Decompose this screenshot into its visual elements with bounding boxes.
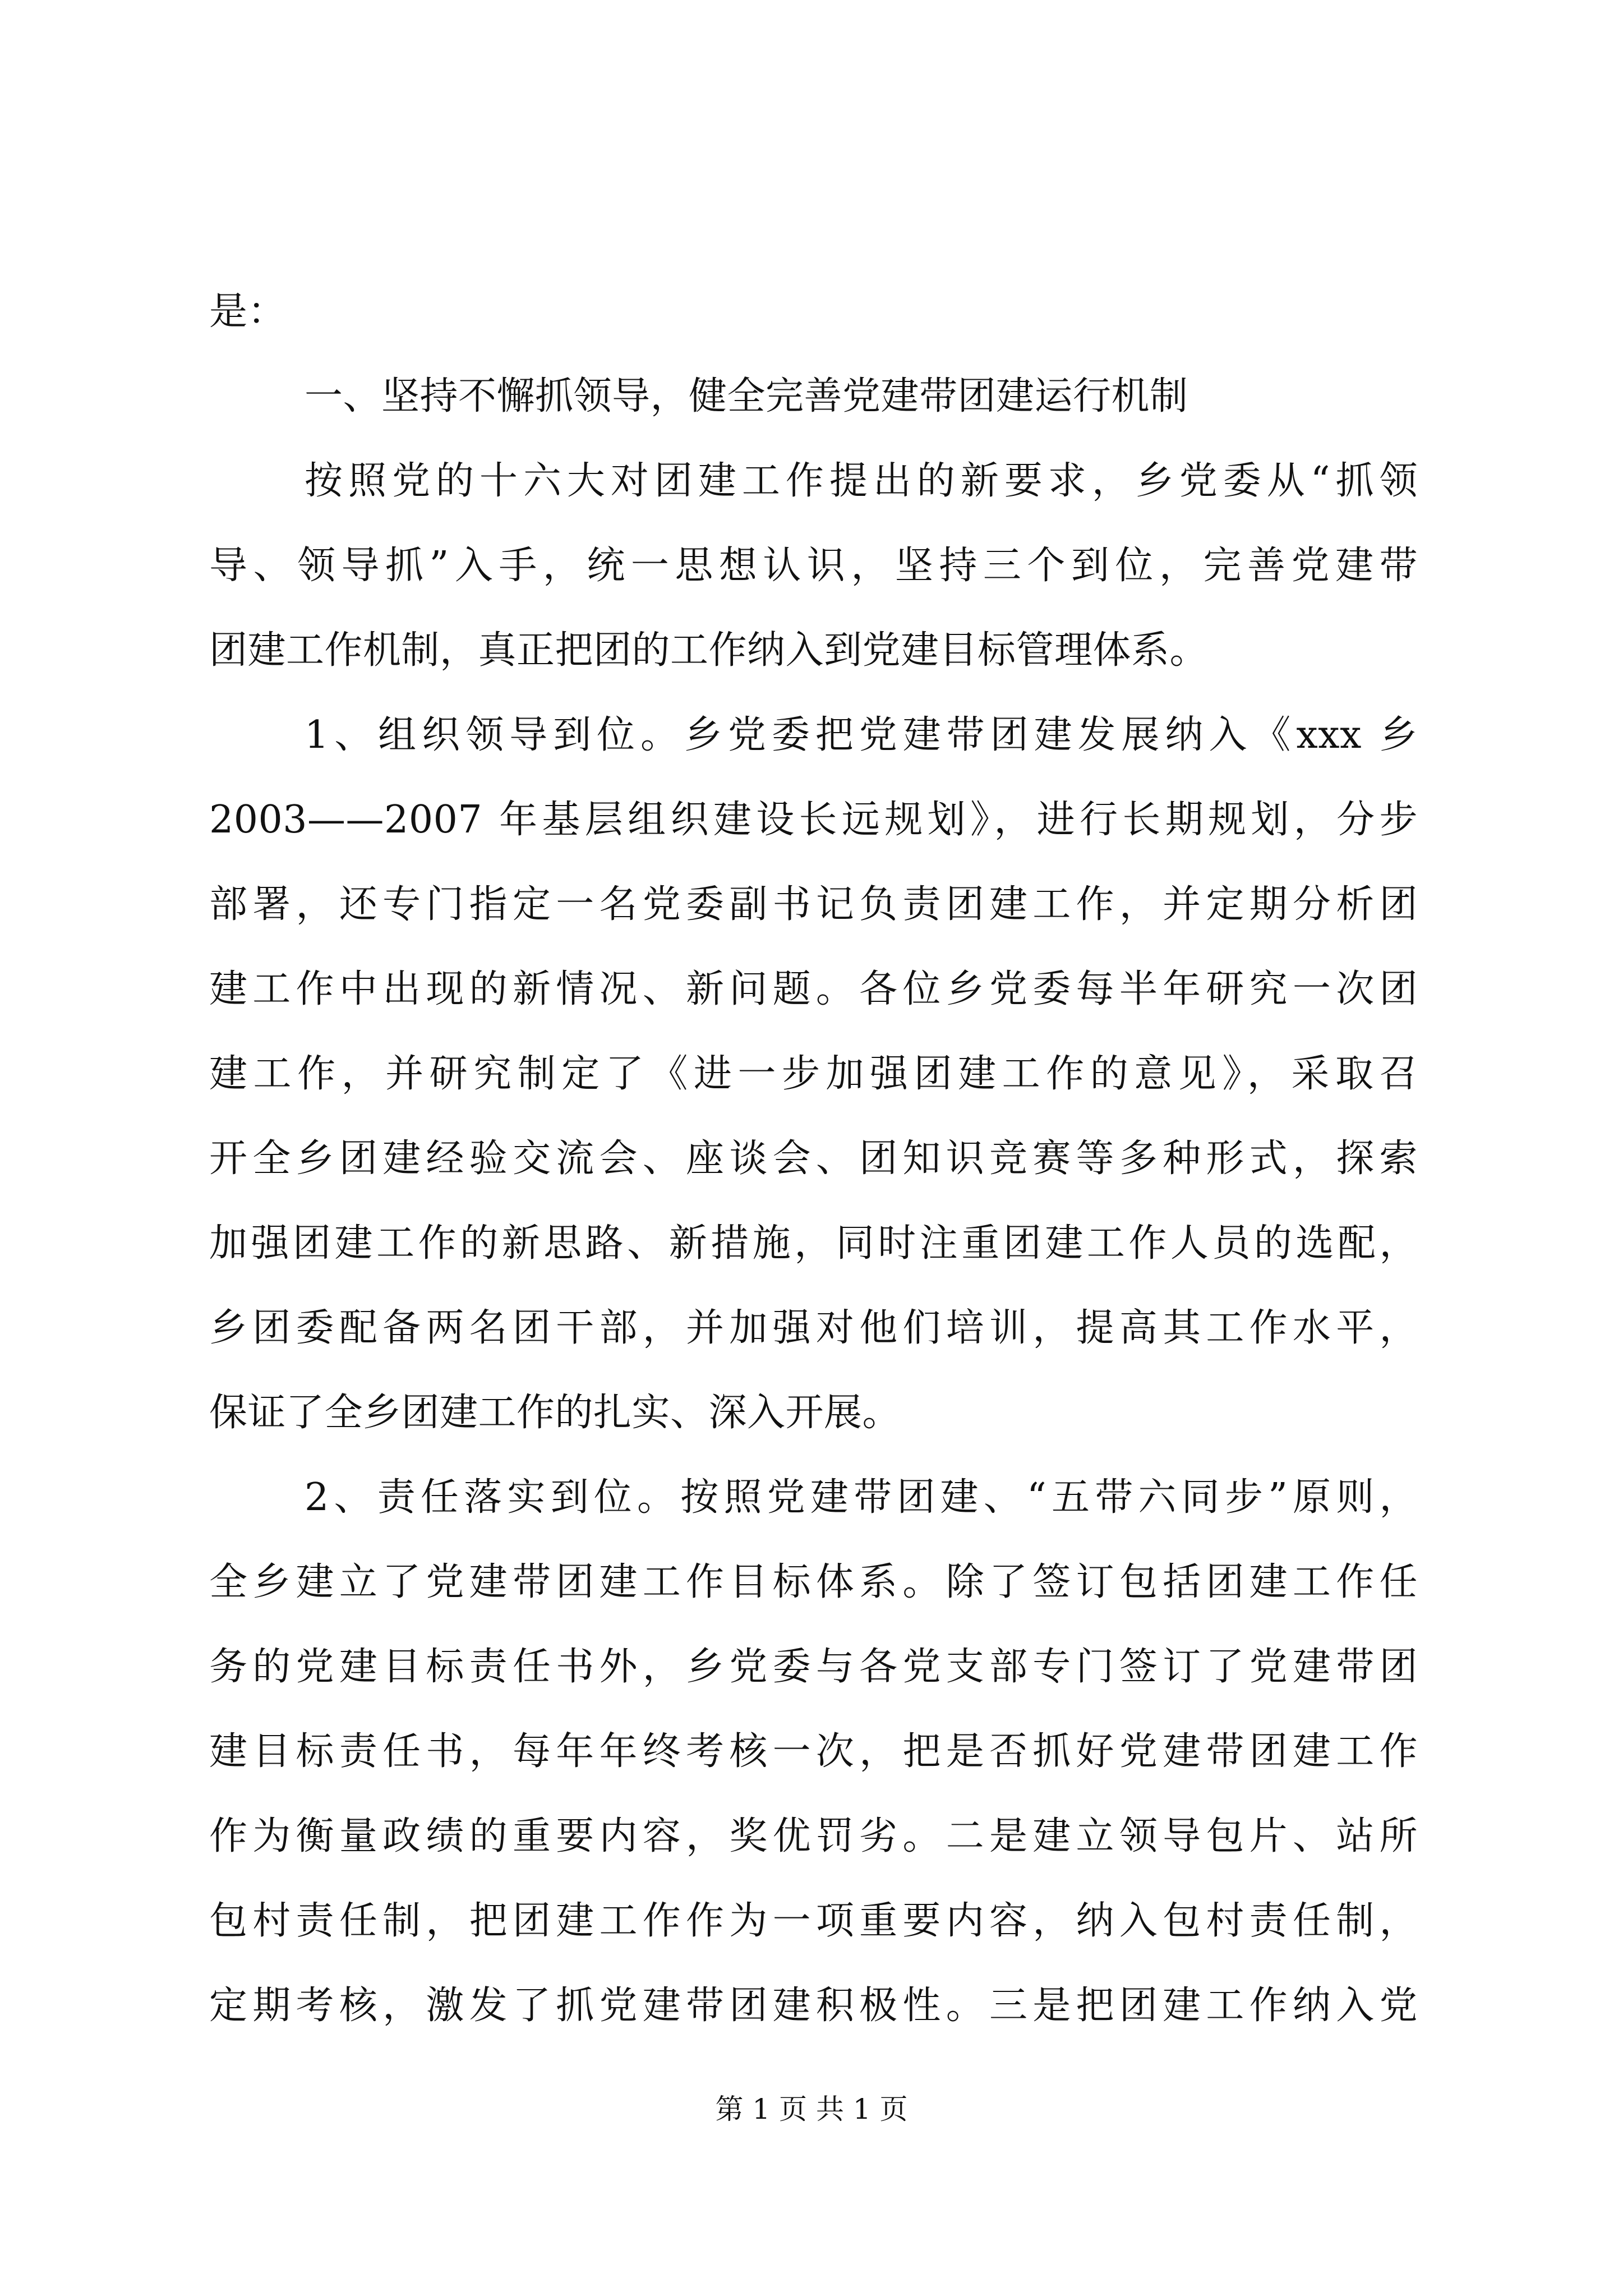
page-footer: 第 1 页 共 1 页 (715, 2093, 908, 2125)
text-line: 1、组织领导到位。乡党委把党建带团建发展纳入《xxx 乡 (305, 713, 1418, 757)
document-body (209, 269, 1418, 2048)
section-heading: 一、坚持不懈抓领导，健全完善党建带团建运行机制 (305, 374, 1188, 418)
text-line: 建目标责任书，每年年终考核一次，把是否抓好党建带团建工作 (209, 1729, 1418, 1774)
text-line: 2003——2007 年基层组织建设长远规划》，进行长期规划，分步 (209, 798, 1418, 842)
text-line: 2、责任落实到位。按照党建带团建、“五带六同步”原则， (305, 1475, 1418, 1520)
text-line: 是： (209, 289, 287, 334)
text-line: 务的党建目标责任书外，乡党委与各党支部专门签订了党建带团 (209, 1645, 1418, 1689)
text-line: 保证了全乡团建工作的扎实、深入开展。 (209, 1391, 901, 1435)
text-line: 乡团委配备两名团干部，并加强对他们培训，提高其工作水平， (209, 1306, 1418, 1350)
text-line: 导、领导抓”入手，统一思想认识，坚持三个到位，完善党建带 (209, 544, 1418, 588)
text-line: 包村责任制，把团建工作作为一项重要内容，纳入包村责任制， (209, 1899, 1418, 1943)
text-line: 加强团建工作的新思路、新措施，同时注重团建工作人员的选配， (209, 1221, 1418, 1266)
text-line: 按照党的十六大对团建工作提出的新要求，乡党委从“抓领 (305, 459, 1418, 503)
text-line: 作为衡量政绩的重要内容，奖优罚劣。二是建立领导包片、站所 (209, 1814, 1418, 1858)
text-line: 全乡建立了党建带团建工作目标体系。除了签订包括团建工作任 (209, 1560, 1418, 1604)
text-line: 部署，还专门指定一名党委副书记负责团建工作，并定期分析团 (209, 882, 1418, 927)
text-line: 定期考核，激发了抓党建带团建积极性。三是把团建工作纳入党 (209, 1984, 1418, 2028)
text-line: 团建工作机制，真正把团的工作纳入到党建目标管理体系。 (209, 628, 1209, 673)
text-line: 开全乡团建经验交流会、座谈会、团知识竞赛等多种形式，探索 (209, 1137, 1418, 1181)
text-line: 建工作中出现的新情况、新问题。各位乡党委每半年研究一次团 (209, 967, 1418, 1011)
text-line: 建工作，并研究制定了《进一步加强团建工作的意见》，采取召 (209, 1052, 1418, 1096)
